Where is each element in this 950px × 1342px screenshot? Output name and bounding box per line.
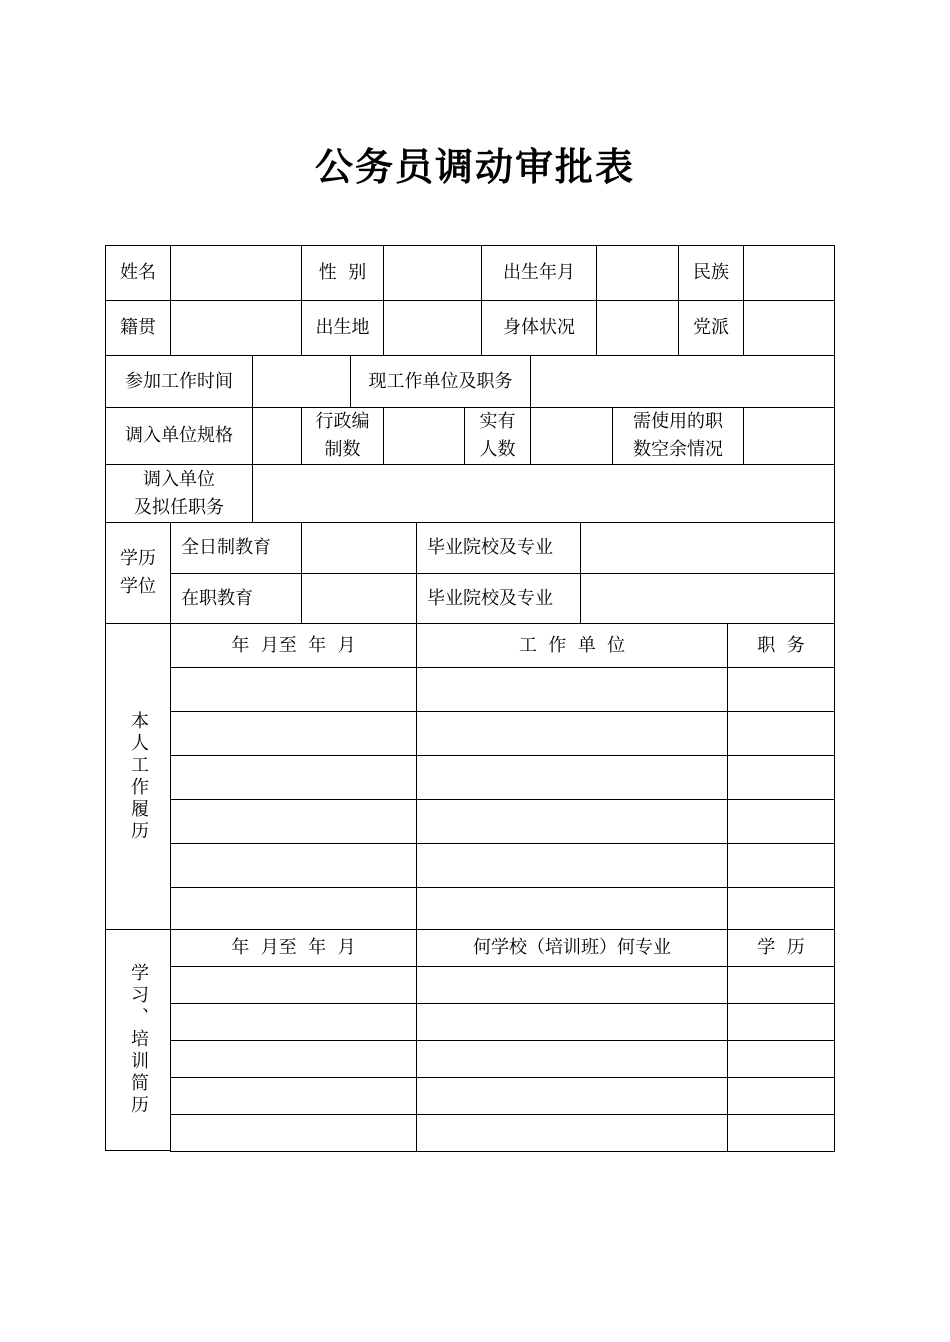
vacancy-field[interactable]	[743, 407, 835, 465]
work-history-label: 本人工作履历	[128, 710, 149, 843]
school-major-2-field[interactable]	[580, 573, 835, 624]
study-history-row-period-field[interactable]	[170, 1077, 417, 1115]
label-native-place: 籍贯	[105, 300, 171, 356]
study-history-row-period-field[interactable]	[170, 1040, 417, 1078]
native-place-field[interactable]	[170, 300, 302, 356]
study-history-row-period-field[interactable]	[170, 1003, 417, 1041]
fulltime-field[interactable]	[301, 522, 417, 574]
study-history-row-position-field[interactable]	[727, 1114, 835, 1152]
label-education: 学历 学位	[105, 522, 171, 624]
label-current-unit: 现工作单位及职务	[350, 355, 531, 408]
work-history-row-unit-field[interactable]	[416, 711, 728, 756]
work-history-row-position-field[interactable]	[727, 887, 835, 931]
study-history-row-position-field[interactable]	[727, 1040, 835, 1078]
label-name: 姓名	[105, 245, 171, 301]
work-history-row-position-field[interactable]	[727, 843, 835, 888]
label-vacancy: 需使用的职 数空余情况	[612, 407, 744, 465]
study-history-row-unit-field[interactable]	[416, 966, 728, 1004]
work-history-row-unit-field[interactable]	[416, 799, 728, 844]
inservice-field[interactable]	[301, 573, 417, 624]
study-history-row-unit-field[interactable]	[416, 1040, 728, 1078]
study-history-row-position-field[interactable]	[727, 1003, 835, 1041]
work-history-row-period-field[interactable]	[170, 755, 417, 800]
study-history-header-period: 年 月至 年 月	[170, 929, 417, 967]
work-history-row-period-field[interactable]	[170, 711, 417, 756]
party-field[interactable]	[743, 300, 835, 356]
work-history-row-period-field[interactable]	[170, 667, 417, 712]
study-history-label: 学习、培训简历	[128, 963, 149, 1117]
label-birthplace: 出生地	[301, 300, 384, 356]
health-field[interactable]	[596, 300, 679, 356]
study-history-row-unit-field[interactable]	[416, 1114, 728, 1152]
target-spec-field[interactable]	[252, 407, 302, 465]
current-unit-field[interactable]	[530, 355, 835, 408]
label-actual-count: 实有 人数	[464, 407, 531, 465]
work-history-row-position-field[interactable]	[727, 667, 835, 712]
study-history-row-period-field[interactable]	[170, 1114, 417, 1152]
label-birth: 出生年月	[481, 245, 597, 301]
work-history-header-period: 年 月至 年 月	[170, 623, 417, 668]
label-school-major-2: 毕业院校及专业	[416, 573, 581, 624]
school-major-1-field[interactable]	[580, 522, 835, 574]
work-history-row-period-field[interactable]	[170, 887, 417, 931]
page-title: 公务员调动审批表	[314, 145, 635, 189]
work-history-row-unit-field[interactable]	[416, 887, 728, 931]
work-history-row-unit-field[interactable]	[416, 667, 728, 712]
work-start-field[interactable]	[252, 355, 351, 408]
work-history-row-period-field[interactable]	[170, 799, 417, 844]
label-target-spec: 调入单位规格	[105, 407, 253, 465]
work-history-header-position: 职 务	[727, 623, 835, 668]
study-history-row-unit-field[interactable]	[416, 1003, 728, 1041]
work-history-row-position-field[interactable]	[727, 711, 835, 756]
ethnicity-field[interactable]	[743, 245, 835, 301]
work-history-row-position-field[interactable]	[727, 755, 835, 800]
label-school-major-1: 毕业院校及专业	[416, 522, 581, 574]
birth-field[interactable]	[596, 245, 679, 301]
work-history-label-cell	[105, 623, 171, 930]
study-history-row-unit-field[interactable]	[416, 1077, 728, 1115]
study-history-row-period-field[interactable]	[170, 966, 417, 1004]
work-history-header-unit: 工 作 单 位	[416, 623, 728, 668]
study-history-row-position-field[interactable]	[727, 1077, 835, 1115]
study-history-header-school: 何学校（培训班）何专业	[416, 929, 728, 967]
work-history-row-position-field[interactable]	[727, 799, 835, 844]
work-history-row-unit-field[interactable]	[416, 755, 728, 800]
label-work-start: 参加工作时间	[105, 355, 253, 408]
actual-count-field[interactable]	[530, 407, 613, 465]
label-ethnicity: 民族	[678, 245, 744, 301]
admin-quota-field[interactable]	[383, 407, 465, 465]
target-unit-field[interactable]	[252, 464, 835, 523]
name-field[interactable]	[170, 245, 302, 301]
birthplace-field[interactable]	[383, 300, 482, 356]
label-fulltime: 全日制教育	[170, 522, 302, 574]
work-history-row-period-field[interactable]	[170, 843, 417, 888]
work-history-row-unit-field[interactable]	[416, 843, 728, 888]
gender-field[interactable]	[383, 245, 482, 301]
label-gender: 性 别	[301, 245, 384, 301]
label-party: 党派	[678, 300, 744, 356]
label-target-unit: 调入单位 及拟任职务	[105, 464, 253, 523]
label-inservice: 在职教育	[170, 573, 302, 624]
label-admin-quota: 行政编 制数	[301, 407, 384, 465]
label-health: 身体状况	[481, 300, 597, 356]
study-history-row-position-field[interactable]	[727, 966, 835, 1004]
study-history-label-cell	[105, 929, 171, 1151]
study-history-header-degree: 学 历	[727, 929, 835, 967]
